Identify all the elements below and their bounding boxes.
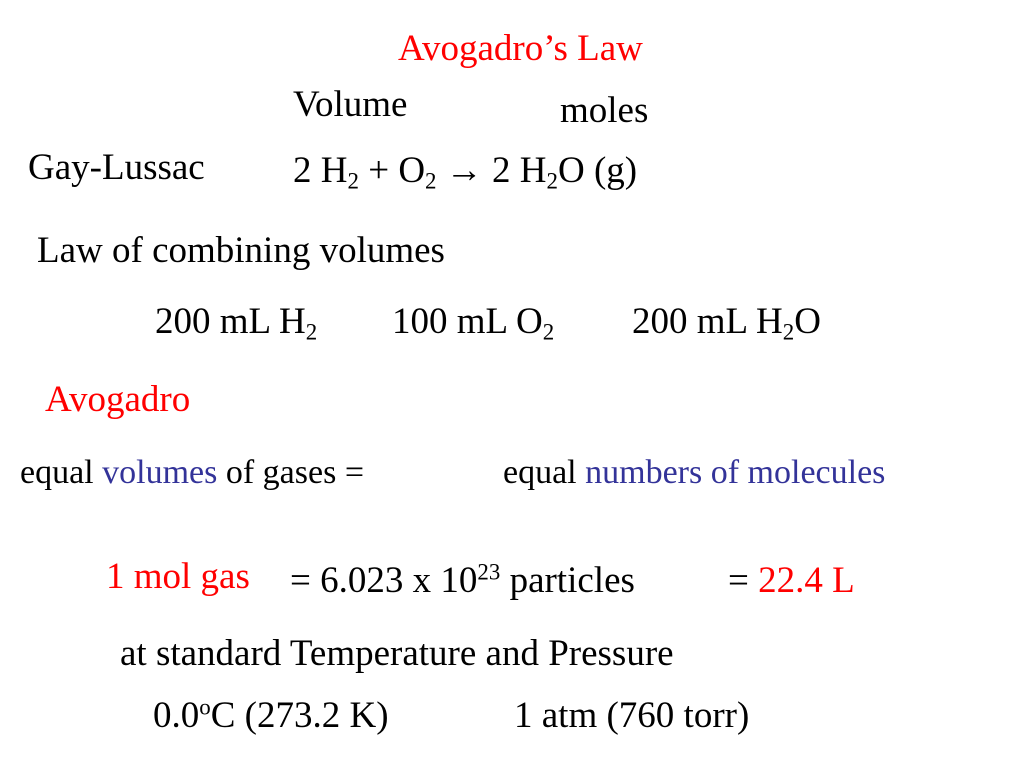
law-combining-volumes: Law of combining volumes — [37, 230, 445, 271]
reaction-h2-subscript: 2 — [347, 168, 359, 194]
reaction-h2: 2 H — [293, 150, 348, 191]
avogadro-statement-right — [503, 456, 885, 490]
pressure-condition: 1 atm (760 torr) — [514, 695, 750, 736]
avogadro-statement-left — [20, 456, 364, 490]
statement-equal-1: equal — [20, 454, 103, 491]
temperature-condition — [153, 694, 389, 736]
reaction-h2o-rest: O (g) — [557, 150, 638, 191]
reaction-h2o: 2 H — [492, 150, 547, 191]
mol-gas-label: 1 mol gas — [106, 556, 250, 597]
volume-h2 — [155, 301, 318, 345]
statement-of-gases: of gases = — [217, 454, 365, 491]
reaction-h2o-subscript: 2 — [546, 168, 558, 194]
molar-volume-equals: = — [728, 560, 759, 601]
header-moles: moles — [560, 90, 649, 131]
reaction-o2: + O — [368, 150, 426, 191]
reaction-o2-subscript: 2 — [425, 168, 437, 194]
degree-superscript: o — [199, 694, 211, 720]
statement-numbers-of-molecules: numbers of molecules — [585, 454, 886, 491]
particles-label: particles — [500, 560, 635, 601]
slide-title: Avogadro’s Law — [398, 28, 643, 69]
stp-statement: at standard Temperature and Pressure — [120, 633, 674, 674]
volume-h2-subscript: 2 — [305, 319, 318, 345]
temperature-value: 0.0 — [153, 695, 200, 736]
volume-h2o — [632, 301, 821, 345]
statement-equal-2: equal — [503, 454, 586, 491]
reaction-arrow-icon: → — [445, 150, 483, 191]
statement-volumes: volumes — [102, 454, 218, 491]
volume-h2o-text: 200 mL H — [632, 301, 783, 342]
volume-h2o-end: O — [794, 301, 821, 342]
volume-o2-subscript: 2 — [542, 319, 555, 345]
avogadro-number-exponent: 23 — [477, 559, 501, 585]
molar-volume-expression — [728, 562, 855, 599]
volume-o2 — [392, 301, 555, 345]
avogadro-number-base: = 6.023 x 10 — [290, 560, 478, 601]
avogadro-label: Avogadro — [45, 379, 191, 420]
reaction-equation — [293, 150, 638, 194]
gay-lussac-label: Gay-Lussac — [28, 147, 205, 188]
volume-h2-text: 200 mL H — [155, 301, 306, 342]
temperature-unit: C (273.2 K) — [210, 695, 389, 736]
volume-h2o-subscript: 2 — [782, 319, 795, 345]
header-volume: Volume — [293, 84, 408, 125]
avogadro-number-expression — [290, 559, 635, 601]
volume-o2-text: 100 mL O — [392, 301, 543, 342]
molar-volume-value: 22.4 L — [758, 560, 855, 601]
